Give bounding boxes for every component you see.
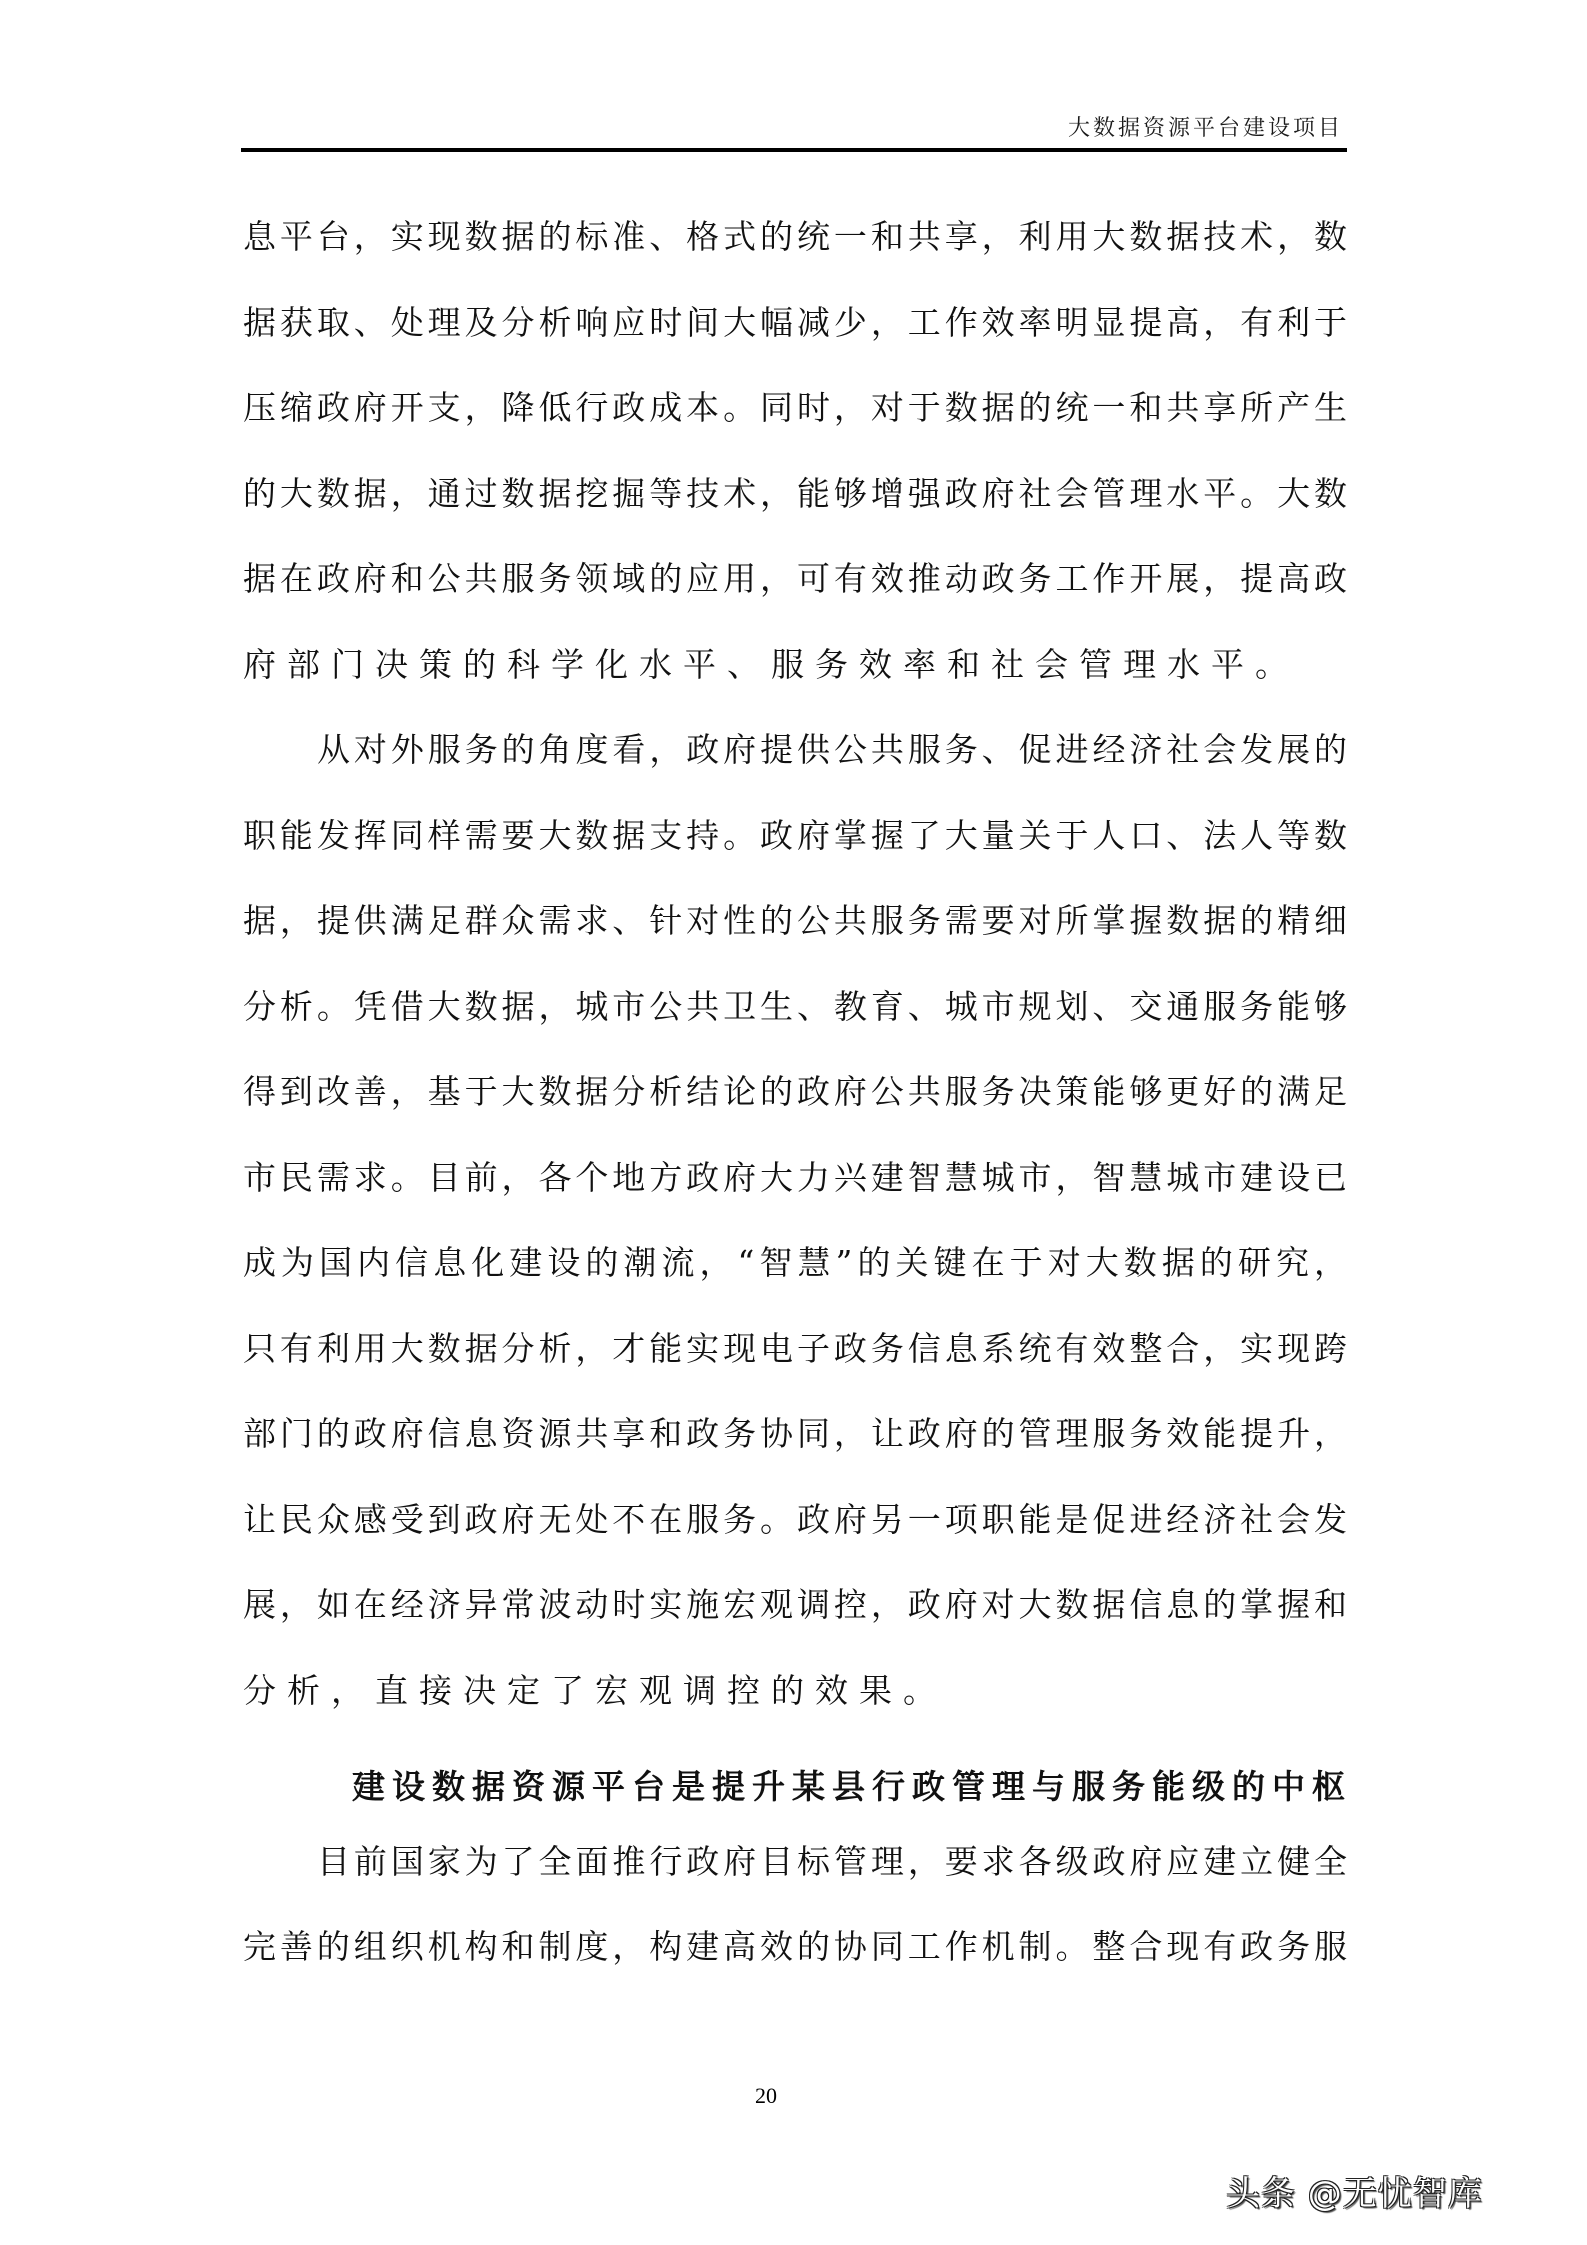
text-line: 目前国家为了全面推行政府目标管理，要求各级政府应建立健全 xyxy=(317,1841,1347,1881)
text-line: 从对外服务的角度看，政府提供公共服务、促进经济社会发展的 xyxy=(317,730,1347,769)
text-line: 分析，直接决定了宏观调控的效果。 xyxy=(243,1670,947,1710)
text-line: 展，如在经济异常波动时实施宏观调控，政府对大数据信息的掌握和 xyxy=(243,1585,1347,1624)
text-line: 得到改善，基于大数据分析结论的政府公共服务决策能够更好的满足 xyxy=(243,1072,1347,1111)
paragraph-3 xyxy=(243,1830,1347,2001)
page-header xyxy=(241,100,1347,152)
text-line: 让民众感受到政府无处不在服务。政府另一项职能是促进经济社会发 xyxy=(243,1499,1347,1539)
text-line: 的大数据，通过数据挖掘等技术，能够增强政府社会管理水平。大数 xyxy=(243,473,1347,513)
text-line: 完善的组织机构和制度，构建高效的协同工作机制。整合现有政务服 xyxy=(243,1927,1347,1966)
text-line: 息平台，实现数据的标准、格式的统一和共享，利用大数据技术，数 xyxy=(243,217,1347,256)
text-line: 市民需求。目前，各个地方政府大力兴建智慧城市，智慧城市建设已 xyxy=(243,1157,1347,1197)
bullet-heading xyxy=(243,1744,1352,1830)
text-line: 据获取、处理及分析响应时间大幅减少，工作效率明显提高，有利于 xyxy=(243,302,1347,342)
text-line: 只有利用大数据分析，才能实现电子政务信息系统有效整合，实现跨 xyxy=(243,1328,1347,1368)
text-line: 职能发挥同样需要大数据支持。政府掌握了大量关于人口、法人等数 xyxy=(243,815,1347,855)
text-line: 压缩政府开支，降低行政成本。同时，对于数据的统一和共享所产生 xyxy=(243,388,1347,427)
text-line: 府部门决策的科学化水平、服务效率和社会管理水平。 xyxy=(243,644,1299,684)
bullet-heading-text: 建设数据资源平台是提升某县行政管理与服务能级的中枢 xyxy=(352,1766,1352,1806)
document-body xyxy=(243,205,1352,2001)
text-line: 分析。凭借大数据，城市公共卫生、教育、城市规划、交通服务能够 xyxy=(243,986,1347,1026)
text-line: 部门的政府信息资源共享和政务协同，让政府的管理服务效能提升， xyxy=(243,1414,1347,1453)
text-line: 据在政府和公共服务领域的应用，可有效推动政务工作开展，提高政 xyxy=(243,559,1347,598)
page-number: 20 xyxy=(755,2083,777,2108)
header-title: 大数据资源平台建设项目 xyxy=(1067,116,1343,141)
paragraph-1 xyxy=(243,205,1347,718)
watermark: 头条 @无忧智库 xyxy=(1226,2174,1483,2214)
text-line: 成为国内信息化建设的潮流，“智慧”的关键在于对大数据的研究， xyxy=(243,1243,1347,1282)
paragraph-2 xyxy=(243,718,1347,1744)
text-line: 据，提供满足群众需求、针对性的公共服务需要对所掌握数据的精细 xyxy=(243,901,1347,940)
